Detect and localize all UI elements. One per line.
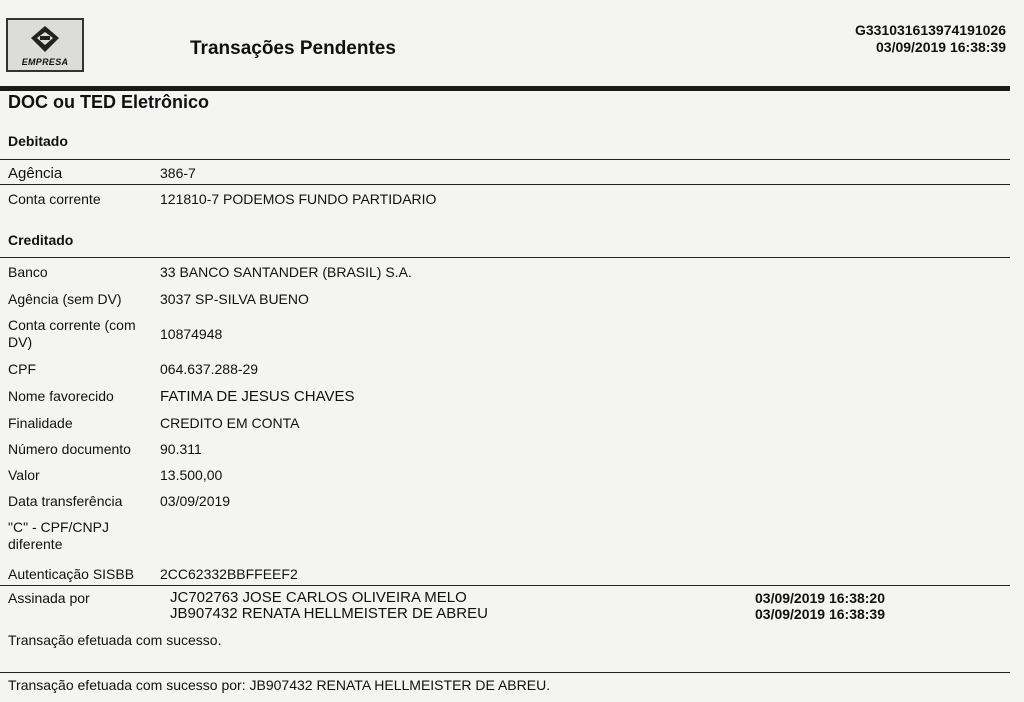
debit-conta-value: 121810-7 PODEMOS FUNDO PARTIDARIO	[160, 191, 437, 207]
section-divider	[0, 257, 1010, 258]
credit-finalidade-label: Finalidade	[8, 415, 73, 431]
credit-cpf-label: CPF	[8, 361, 36, 377]
credit-data-value: 03/09/2019	[160, 493, 231, 509]
footer-message: Transação efetuada com sucesso por: JB907432 RENATA HELLMEISTER DE ABREU.	[8, 677, 551, 693]
bank-logo-icon	[28, 25, 62, 55]
credit-nome-label: Nome favorecido	[8, 388, 114, 404]
section-divider	[0, 159, 1010, 160]
credit-finalidade-value: CREDITO EM CONTA	[160, 415, 300, 431]
footer-divider	[0, 672, 1010, 673]
debit-agencia-label: Agência	[8, 165, 63, 182]
header-divider	[0, 86, 1010, 91]
credit-agencia-value: 3037 SP-SILVA BUENO	[160, 291, 309, 307]
credit-valor-label: Valor	[8, 467, 40, 483]
status-message: Transação efetuada com sucesso.	[8, 632, 222, 648]
transaction-code: G331031613974191026	[854, 22, 1006, 38]
signer-name: JC702763 JOSE CARLOS OLIVEIRA MELO	[170, 589, 467, 606]
credit-agencia-label: Agência (sem DV)	[8, 291, 122, 307]
row-divider	[0, 585, 1010, 586]
credit-data-label: Data transferência	[8, 493, 123, 509]
signer-name: JB907432 RENATA HELLMEISTER DE ABREU	[170, 605, 488, 622]
signer-datetime: 03/09/2019 16:38:20	[755, 590, 885, 606]
credit-conta-label: Conta corrente (com DV)	[8, 317, 136, 350]
credit-banco-value: 33 BANCO SANTANDER (BRASIL) S.A.	[160, 264, 412, 280]
section-debitado-title: Debitado	[8, 133, 68, 149]
credit-cpf-cnpj-diferente-label: "C" - CPF/CNPJ diferente	[8, 519, 109, 552]
credit-numero-value: 90.311	[160, 441, 202, 457]
company-logo	[6, 18, 84, 72]
section-creditado-title: Creditado	[8, 232, 74, 248]
document-title: DOC ou TED Eletrônico	[8, 92, 210, 112]
credit-conta-value: 10874948	[160, 326, 223, 342]
signer-datetime: 03/09/2019 16:38:39	[755, 606, 885, 622]
credit-numero-label: Número documento	[8, 441, 131, 457]
row-divider	[0, 184, 1010, 185]
logo-text: EMPRESA	[21, 57, 69, 67]
credit-valor-value: 13.500,00	[160, 467, 223, 483]
header-datetime: 03/09/2019 16:38:39	[876, 39, 1006, 55]
credit-banco-label: Banco	[8, 264, 48, 280]
credit-autenticacao-label: Autenticação SISBB	[8, 566, 135, 582]
credit-cpf-value: 064.637.288-29	[160, 361, 259, 377]
debit-agencia-value: 386-7	[160, 165, 196, 181]
assinada-label: Assinada por	[8, 590, 90, 606]
debit-conta-label: Conta corrente	[8, 191, 101, 207]
credit-autenticacao-value: 2CC62332BBFFEEF2	[160, 566, 298, 582]
page-title: Transações Pendentes	[190, 38, 396, 59]
credit-nome-value: FATIMA DE JESUS CHAVES	[160, 388, 355, 405]
